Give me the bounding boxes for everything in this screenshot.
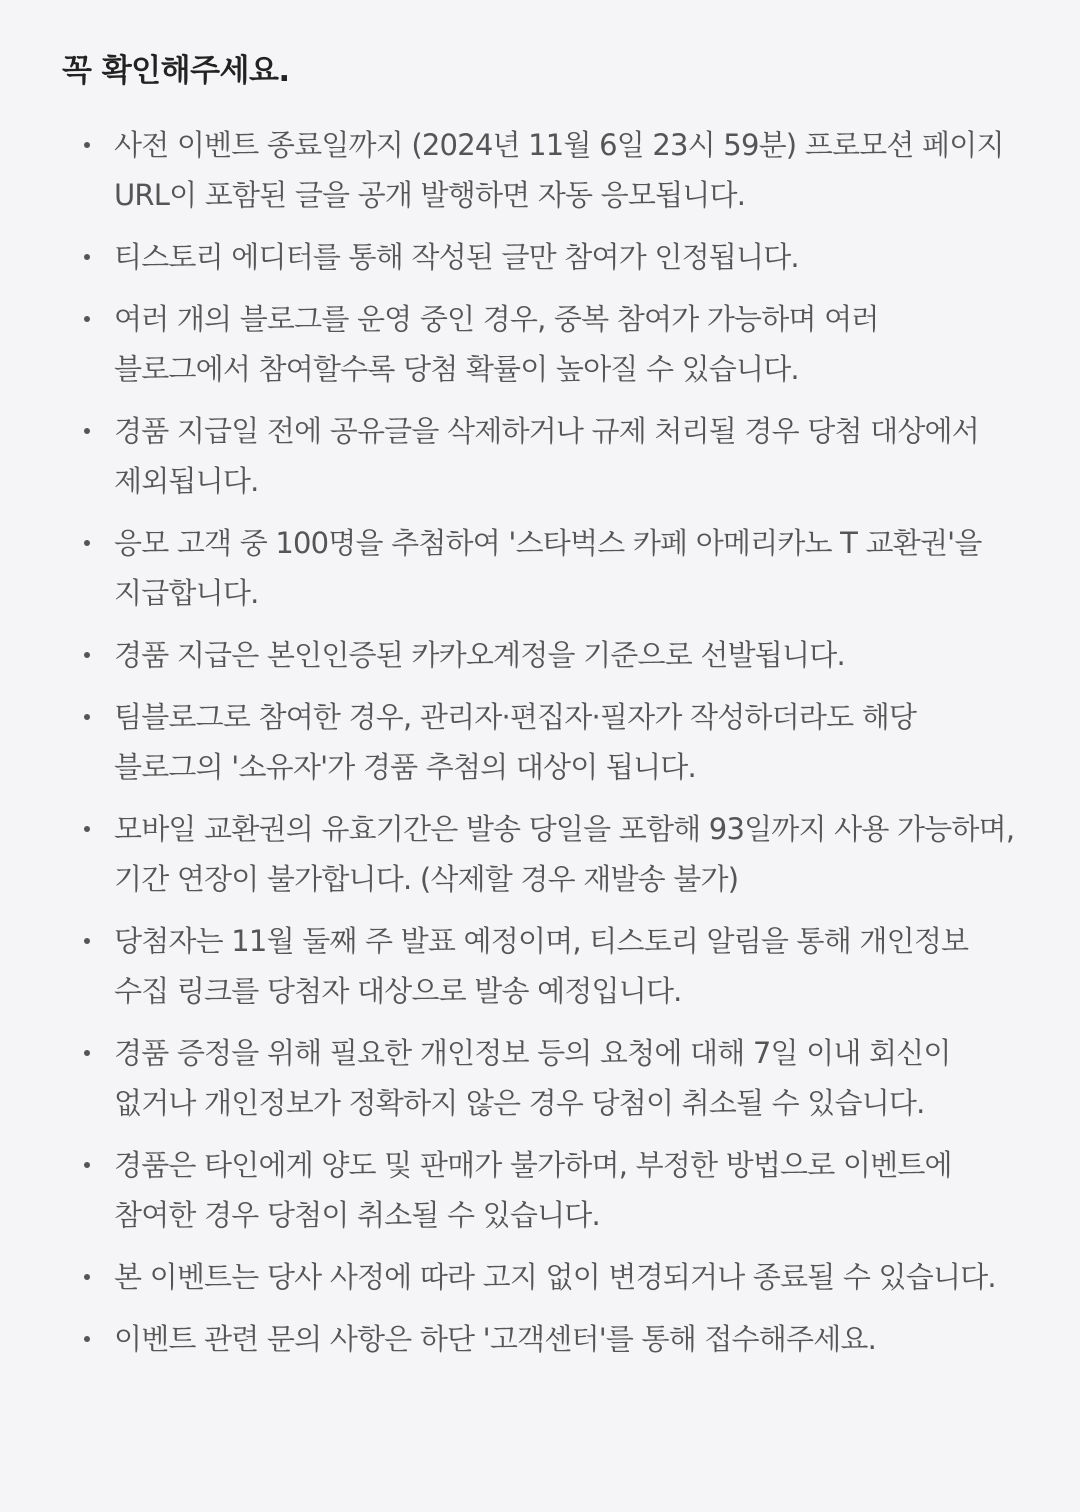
bullet-icon [84, 540, 90, 546]
bullet-icon [84, 1274, 90, 1280]
bullet-icon [84, 652, 90, 658]
notice-item-12 [62, 1252, 1018, 1302]
bullet-icon [84, 1336, 90, 1342]
notice-item-text: 본 이벤트는 당사 사정에 따라 고지 없이 변경되거나 종료될 수 있습니다. [114, 1260, 996, 1294]
notice-item-1 [62, 120, 1018, 220]
bullet-icon [84, 1162, 90, 1168]
notice-item-8 [62, 804, 1018, 904]
notice-item-2 [62, 232, 1018, 282]
notice-item-5 [62, 518, 1018, 618]
notice-item-9 [62, 916, 1018, 1016]
bullet-icon [84, 714, 90, 720]
notice-item-text: 경품 지급은 본인인증된 카카오계정을 기준으로 선발됩니다. [114, 638, 845, 672]
notice-title: 꼭 확인해주세요. [62, 53, 290, 89]
notice-item-text: 티스토리 에디터를 통해 작성된 글만 참여가 인정됩니다. [114, 240, 799, 274]
notice-item-6 [62, 630, 1018, 680]
bullet-icon [84, 142, 90, 148]
notice-item-text: 경품 증정을 위해 필요한 개인정보 등의 요청에 대해 7일 이내 회신이 없거나 개인정보가 정확하지 않은 경우 당첨이 취소될 수 있습니다. [114, 1036, 951, 1120]
notice-item-text: 응모 고객 중 100명을 추첨하여 '스타벅스 카페 아메리카노 T 교환권'을 지급합니다. [114, 526, 982, 610]
bullet-icon [84, 1050, 90, 1056]
bullet-icon [84, 938, 90, 944]
notice-item-text: 사전 이벤트 종료일까지 (2024년 11월 6일 23시 59분) 프로모션 페이지 URL이 포함된 글을 공개 발행하면 자동 응모됩니다. [114, 128, 1004, 212]
notice-item-text: 당첨자는 11월 둘째 주 발표 예정이며, 티스토리 알림을 통해 개인정보 수집 링크를 당첨자 대상으로 발송 예정입니다. [114, 924, 969, 1008]
notice-item-text: 모바일 교환권의 유효기간은 발송 당일을 포함해 93일까지 사용 가능하며, 기간 연장이 불가합니다. (삭제할 경우 재발송 불가) [114, 812, 1015, 896]
notice-item-13 [62, 1314, 1018, 1364]
notice-item-text: 경품 지급일 전에 공유글을 삭제하거나 규제 처리될 경우 당첨 대상에서 제외됩니다. [114, 414, 979, 498]
notice-item-11 [62, 1140, 1018, 1240]
notice-item-text: 여러 개의 블로그를 운영 중인 경우, 중복 참여가 가능하며 여러 블로그에서 참여할수록 당첨 확률이 높아질 수 있습니다. [114, 302, 879, 386]
notice-item-text: 경품은 타인에게 양도 및 판매가 불가하며, 부정한 방법으로 이벤트에 참여한 경우 당첨이 취소될 수 있습니다. [114, 1148, 952, 1232]
bullet-icon [84, 428, 90, 434]
notice-item-text: 팀블로그로 참여한 경우, 관리자·편집자·필자가 작성하더라도 해당 블로그의 '소유자'가 경품 추첨의 대상이 됩니다. [114, 700, 917, 784]
notice-item-text: 이벤트 관련 문의 사항은 하단 '고객센터'를 통해 접수해주세요. [114, 1322, 877, 1356]
notice-item-3 [62, 294, 1018, 394]
bullet-icon [84, 316, 90, 322]
notice-list [62, 120, 1018, 1364]
bullet-icon [84, 254, 90, 260]
bullet-icon [84, 826, 90, 832]
notice-item-7 [62, 692, 1018, 792]
notice-item-4 [62, 406, 1018, 506]
notice-item-10 [62, 1028, 1018, 1128]
